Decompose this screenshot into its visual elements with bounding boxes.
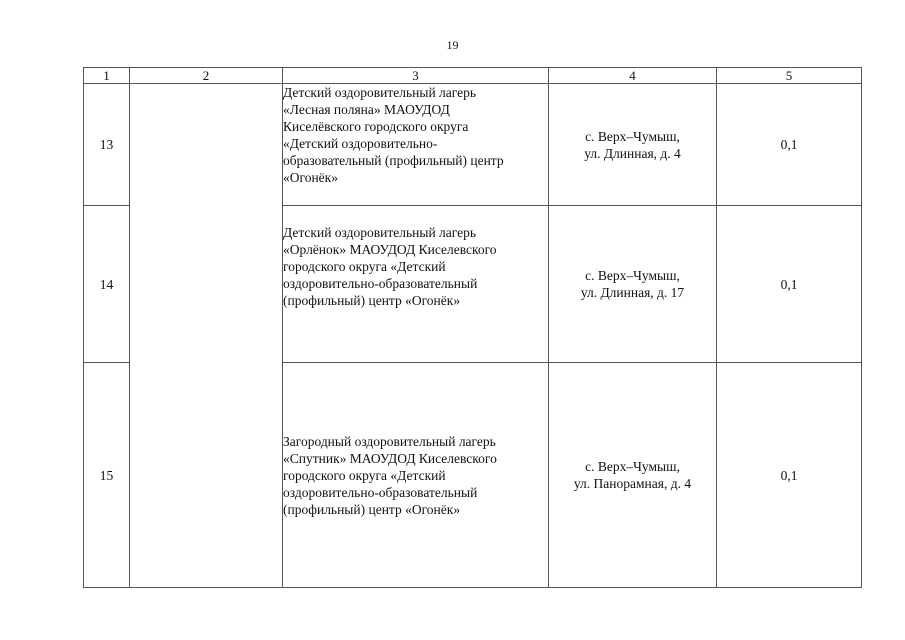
name-line: Киселёвского городского округа — [283, 119, 469, 134]
column-2-merged-cell — [130, 84, 283, 588]
column-header-5: 5 — [717, 68, 862, 84]
address-line: с. Верх–Чумыш, — [585, 459, 680, 474]
column-header-1: 1 — [84, 68, 130, 84]
page-number: 19 — [446, 38, 459, 52]
name-line: городского округа «Детский — [283, 259, 446, 274]
name-line: Загородный оздоровительный лагерь — [283, 433, 496, 449]
address — [549, 363, 717, 588]
address — [549, 206, 717, 363]
name-line: «Детский оздоровительно- — [283, 136, 438, 151]
address-line: ул. Длинная, д. 17 — [580, 285, 685, 300]
name-line: оздоровительно-образовательный — [283, 484, 478, 500]
row-number: 15 — [84, 363, 130, 588]
name-line: Детский оздоровительный лагерь — [283, 85, 477, 100]
value-cell: 0,1 — [717, 84, 862, 206]
column-header-3: 3 — [283, 68, 549, 84]
row-number: 14 — [84, 206, 130, 363]
name-line: образовательный (профильный) центр — [283, 153, 504, 168]
name-line: «Огонёк» — [283, 170, 338, 185]
value-cell: 0,1 — [717, 363, 862, 588]
column-header-2: 2 — [130, 68, 283, 84]
address-line: ул. Панорамная, д. 4 — [573, 476, 692, 491]
address — [549, 84, 717, 206]
name-line: «Орлёнок» МАОУДОД Киселевского — [283, 242, 497, 257]
institution-name — [283, 363, 549, 588]
address-line: ул. Длинная, д. 4 — [584, 145, 681, 161]
name-line: «Лесная поляна» МАОУДОД — [283, 102, 450, 117]
value-cell: 0,1 — [717, 206, 862, 363]
table-row — [84, 84, 862, 206]
name-line: (профильный) центр «Огонёк» — [283, 501, 461, 517]
name-line: оздоровительно-образовательный — [283, 276, 478, 291]
name-line: городского округа «Детский — [283, 467, 446, 483]
address-line: с. Верх–Чумыш, — [585, 268, 680, 283]
address-line: с. Верх–Чумыш, — [585, 128, 680, 144]
name-line: Детский оздоровительный лагерь — [283, 225, 477, 240]
institution-name — [283, 84, 549, 206]
table-header-row — [84, 68, 862, 84]
name-line: (профильный) центр «Огонёк» — [283, 293, 461, 308]
column-header-4: 4 — [549, 68, 717, 84]
name-line: «Спутник» МАОУДОД Киселевского — [283, 450, 497, 466]
institution-name — [283, 206, 549, 363]
data-table — [83, 67, 862, 588]
row-number: 13 — [84, 84, 130, 206]
